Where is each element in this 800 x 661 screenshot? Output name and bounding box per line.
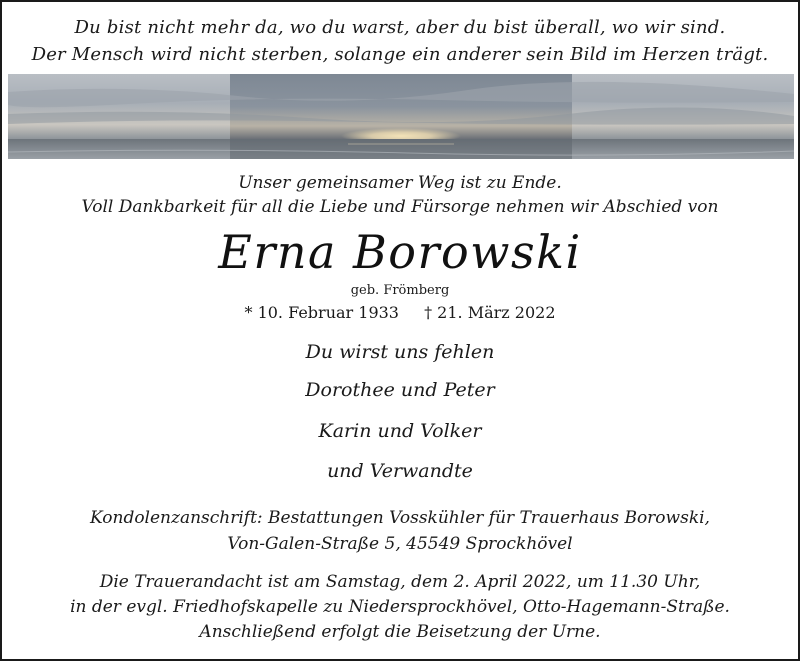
birth-name: geb. Frömberg bbox=[350, 283, 450, 298]
service-line-1: Die Trauerandacht ist am Samstag, dem 2. April 2022, um 11.30 Uhr, bbox=[99, 572, 701, 592]
condolence-address bbox=[2, 505, 798, 557]
life-dates bbox=[2, 303, 798, 322]
mourners-line-4: und Verwandte bbox=[327, 460, 473, 482]
birth-date: * 10. Februar 1933 bbox=[244, 303, 399, 322]
deceased-name: Erna Borowski bbox=[218, 225, 582, 279]
intro-block bbox=[2, 171, 798, 219]
service-info bbox=[2, 570, 798, 645]
address-line-1: Kondolenzanschrift: Bestattungen Vosskühler für Trauerhaus Borowski, bbox=[90, 508, 710, 528]
mourners-line-2: Dorothee und Peter bbox=[305, 379, 495, 401]
mourners-line-3: Karin und Volker bbox=[318, 420, 482, 442]
sunset-sea-photo bbox=[8, 74, 794, 159]
service-line-3: Anschließend erfolgt die Beisetzung der Urne. bbox=[199, 622, 601, 642]
service-line-2: in der evgl. Friedhofskapelle zu Niedersprockhövel, Otto-Hagemann-Straße. bbox=[70, 597, 730, 617]
intro-line-2: Voll Dankbarkeit für all die Liebe und Fürsorge nehmen wir Abschied von bbox=[81, 197, 719, 217]
mourners-line-1: Du wirst uns fehlen bbox=[305, 341, 495, 363]
death-date: † 21. März 2022 bbox=[424, 303, 556, 322]
address-line-2: Von-Galen-Straße 5, 45549 Sprockhövel bbox=[227, 534, 573, 554]
quote-line-1: Du bist nicht mehr da, wo du warst, aber du bist überall, wo wir sind. bbox=[74, 17, 726, 38]
quote-line-2: Der Mensch wird nicht sterben, solange ein anderer sein Bild im Herzen trägt. bbox=[31, 44, 769, 65]
intro-line-1: Unser gemeinsamer Weg ist zu Ende. bbox=[238, 173, 562, 193]
quote-block bbox=[2, 14, 798, 68]
